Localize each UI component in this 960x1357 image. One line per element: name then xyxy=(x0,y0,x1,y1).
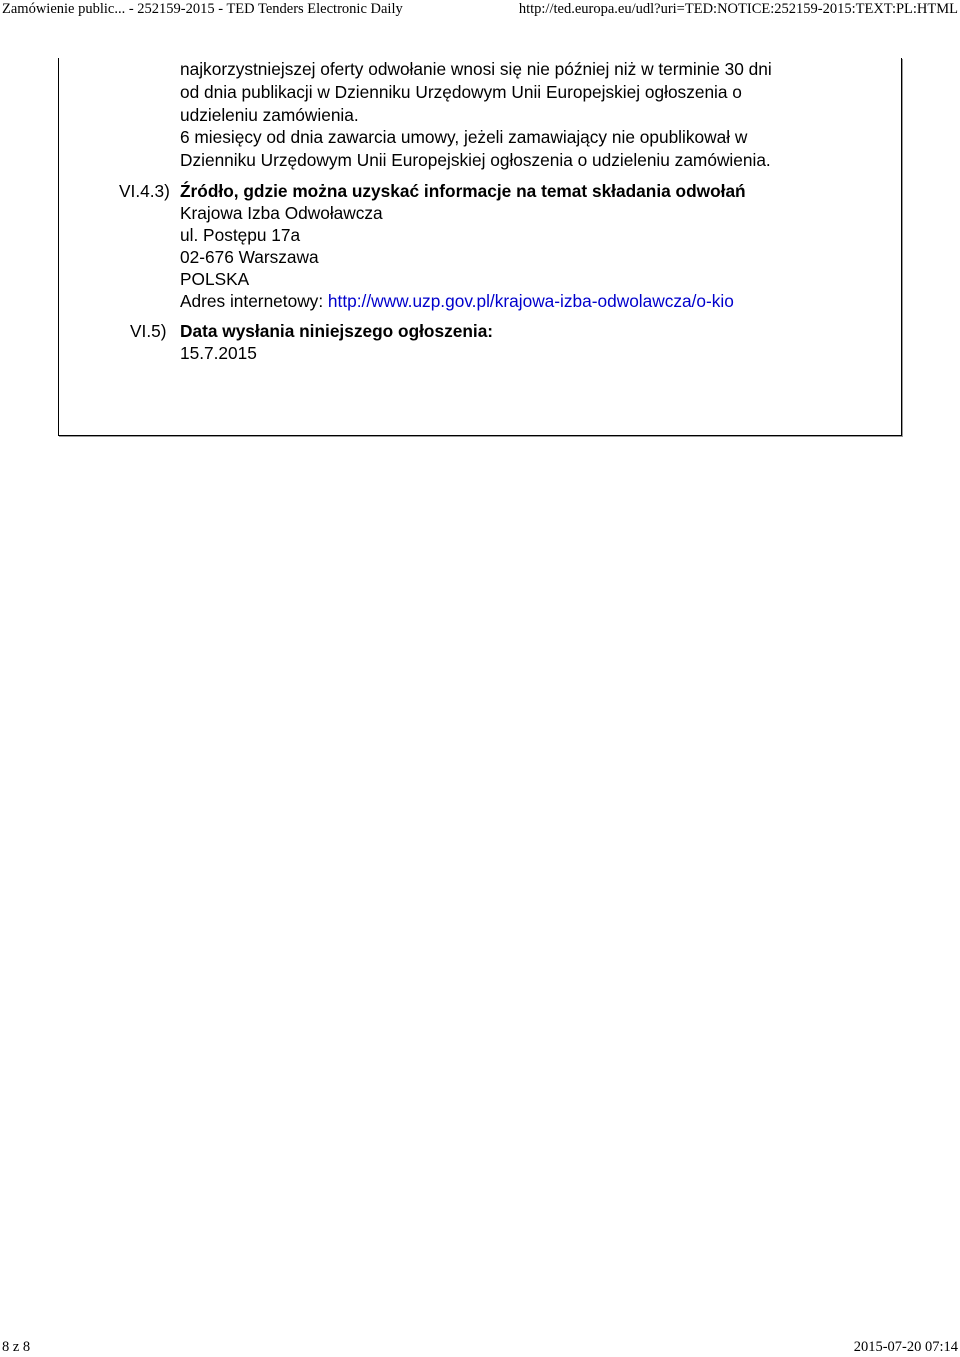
page-number: 8 z 8 xyxy=(2,1339,31,1355)
print-datetime: 2015-07-20 07:14 xyxy=(853,1339,958,1355)
print-footer xyxy=(0,1338,960,1356)
body-name: Krajowa Izba Odwoławcza xyxy=(180,203,383,223)
intro-line: udzieleniu zamówienia. xyxy=(180,105,359,125)
print-header-url: http://ted.europa.eu/udl?uri=TED:NOTICE:252159-2015:TEXT:PL:HTML xyxy=(518,1,958,17)
body-country: POLSKA xyxy=(180,269,250,289)
print-header-title: Zamówienie public... - 252159-2015 - TED Tenders Electronic Daily xyxy=(2,1,403,17)
web-address-link[interactable]: http://www.uzp.gov.pl/krajowa-izba-odwolawcza/o-kio xyxy=(327,291,734,311)
intro-line: od dnia publikacji w Dzienniku Urzędowym Unii Europejskiej ogłoszenia o xyxy=(180,82,742,102)
body-city: 02-676 Warszawa xyxy=(180,247,319,267)
web-address-label: Adres internetowy: xyxy=(180,291,328,311)
intro-line: najkorzystniejszej oferty odwołanie wnosi się nie później niż w terminie 30 dni xyxy=(180,59,772,79)
section-heading-dispatch-date: Data wysłania niniejszego ogłoszenia: xyxy=(180,321,494,341)
dispatch-date: 15.7.2015 xyxy=(180,343,257,363)
section-number-vi-5: VI.5) xyxy=(130,321,167,341)
intro-line: 6 miesięcy od dnia zawarcia umowy, jeżeli zamawiający nie opublikował w xyxy=(180,127,748,147)
intro-line: Dzienniku Urzędowym Unii Europejskiej ogłoszenia o udzieleniu zamówienia. xyxy=(180,150,771,170)
print-header xyxy=(0,0,960,20)
body-street: ul. Postępu 17a xyxy=(180,225,301,245)
web-address-row xyxy=(180,290,734,312)
section-heading-appeal-info: Źródło, gdzie można uzyskać informacje na temat składania odwołań xyxy=(180,181,746,201)
section-number-vi-4-3: VI.4.3) xyxy=(119,181,170,201)
